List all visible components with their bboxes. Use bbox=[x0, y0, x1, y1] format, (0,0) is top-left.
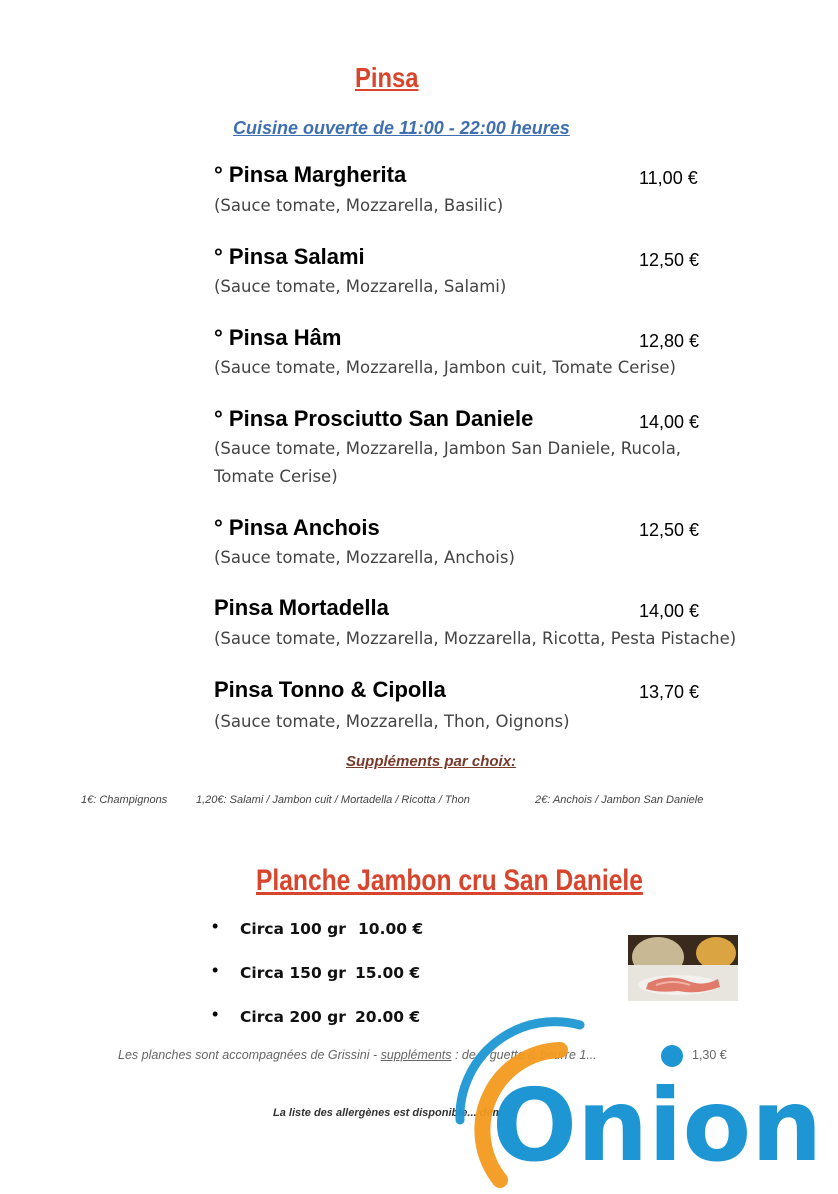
item-description: (Sauce tomate, Mozzarella, Thon, Oignons) bbox=[214, 712, 570, 731]
item-description: (Sauce tomate, Mozzarella, Mozzarella, Ricotta, Pesta Pistache) bbox=[214, 629, 737, 648]
note-text: : de... guette & beurre 1... bbox=[451, 1048, 597, 1062]
supplements-link[interactable]: suppléments bbox=[380, 1048, 452, 1062]
supplement-item: 1€: Champignons bbox=[81, 794, 168, 806]
item-price: 14,00 € bbox=[639, 412, 700, 432]
item-price: 12,50 € bbox=[639, 520, 700, 540]
item-price: 12,50 € bbox=[639, 250, 700, 270]
watermark-text: Onion bbox=[492, 1067, 823, 1184]
note-price: 1,30 € bbox=[692, 1048, 727, 1062]
onion-watermark bbox=[440, 1010, 838, 1189]
item-price: 13,70 € bbox=[639, 682, 700, 702]
supplements-title: Suppléments par choix: bbox=[346, 753, 517, 770]
ham-photo bbox=[628, 935, 738, 1001]
planche-size: Circa 150 gr bbox=[240, 964, 346, 982]
item-description: (Sauce tomate, Mozzarella, Anchois) bbox=[214, 548, 515, 567]
item-name: ° Pinsa Hâm bbox=[214, 325, 342, 350]
page-title: Pinsa bbox=[355, 62, 419, 93]
item-price: 12,80 € bbox=[639, 331, 700, 351]
item-description: (Sauce tomate, Mozzarella, Salami) bbox=[214, 277, 507, 296]
item-name: ° Pinsa Anchois bbox=[214, 515, 380, 540]
opening-hours: Cuisine ouverte de 11:00 - 22:00 heures bbox=[233, 118, 570, 138]
item-price: 14,00 € bbox=[639, 601, 700, 621]
supplement-item: 2€: Anchois / Jambon San Daniele bbox=[535, 794, 704, 806]
planche-price: 10.00 € bbox=[358, 920, 424, 938]
item-name: ° Pinsa Margherita bbox=[214, 162, 407, 187]
item-price: 11,00 € bbox=[639, 168, 698, 188]
section-title: Planche Jambon cru San Daniele bbox=[256, 864, 643, 897]
planche-price: 15.00 € bbox=[355, 964, 421, 982]
supplement-item: 1,20€: Salami / Jambon cuit / Mortadella / Ricotta / Thon bbox=[196, 794, 470, 806]
bullet-icon: • bbox=[212, 916, 219, 936]
planche-size: Circa 100 gr bbox=[240, 920, 346, 938]
allergen-note: La liste des allergènes est disponible... dema... bbox=[273, 1107, 518, 1119]
item-description: (Sauce tomate, Mozzarella, Basilic) bbox=[214, 196, 504, 215]
note-text: Les planches sont accompagnées de Grissini - bbox=[118, 1048, 381, 1062]
bullet-icon: • bbox=[212, 960, 219, 980]
item-name: Pinsa Mortadella bbox=[214, 595, 389, 620]
item-description: (Sauce tomate, Mozzarella, Jambon cuit, Tomate Cerise) bbox=[214, 358, 676, 377]
planche-size: Circa 200 gr bbox=[240, 1008, 346, 1026]
planche-price: 20.00 € bbox=[355, 1008, 421, 1026]
item-description: (Sauce tomate, Mozzarella, Jambon San Daniele, Rucola, Tomate Cerise) bbox=[214, 439, 682, 486]
bullet-icon: • bbox=[212, 1004, 219, 1024]
item-name: ° Pinsa Prosciutto San Daniele bbox=[214, 406, 534, 431]
item-name: ° Pinsa Salami bbox=[214, 244, 365, 269]
item-name: Pinsa Tonno & Cipolla bbox=[214, 677, 446, 702]
